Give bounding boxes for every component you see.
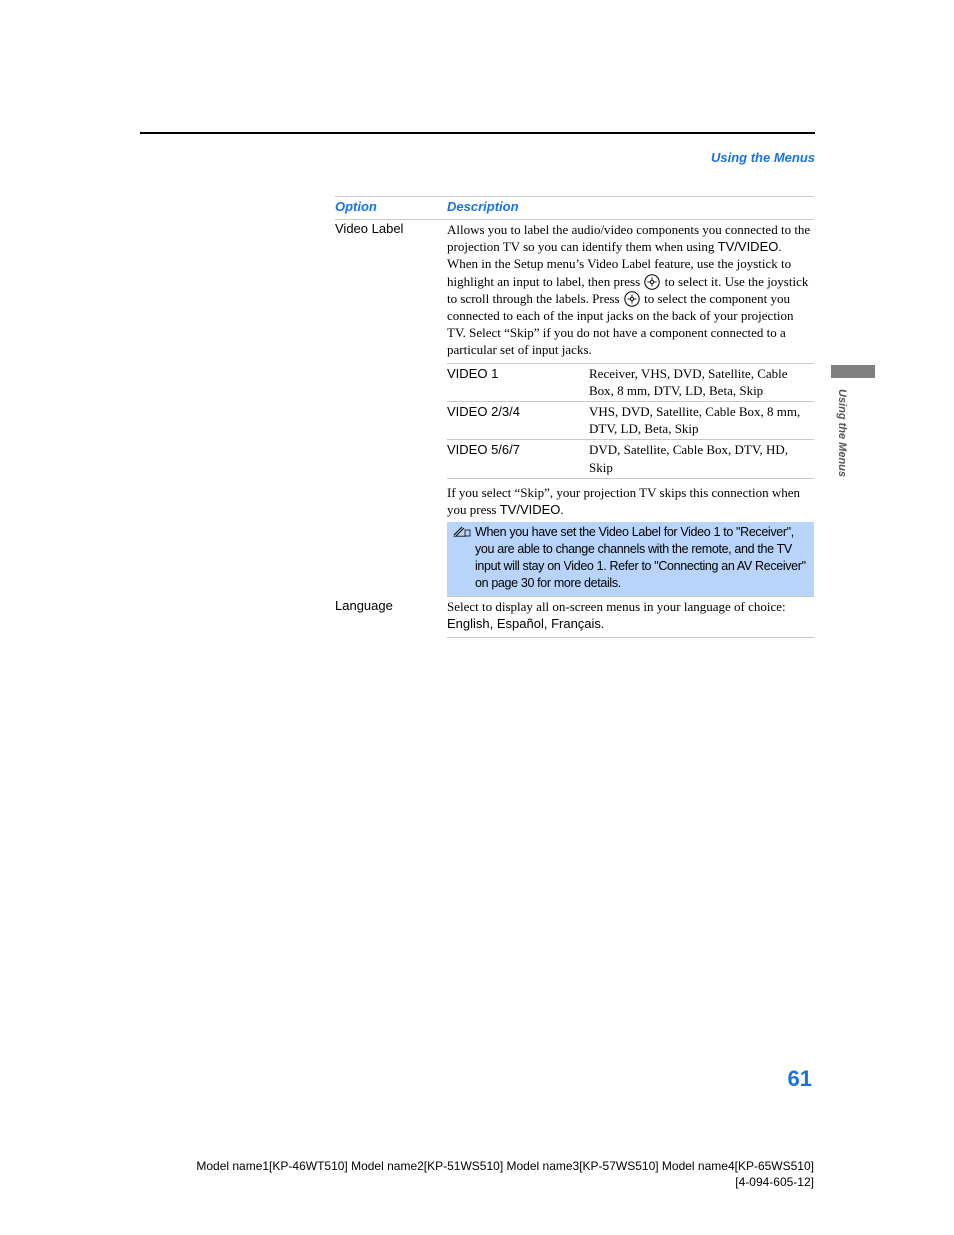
input-labels: DVD, Satellite, Cable Box, DTV, HD, Skip [589,442,789,475]
button-name: TV/VIDEO [499,502,561,518]
top-rule [140,132,815,134]
input-labels: Receiver, VHS, DVD, Satellite, Cable Box, 8 mm, DTV, LD, Beta, Skip [589,365,788,398]
option-name: Video Label [335,221,404,236]
sub-table-row [447,440,814,478]
input-name: VIDEO 2/3/4 [447,404,520,420]
description-text: Allows you to label the audio/video components you connected to the projection TV so you can identify them when using [447,222,811,255]
language-choices: English, Español, Français [447,616,601,632]
description-text: to select the component you connected to each of the input jacks on the back of your projection TV. Select “Skip” if you do not have a component connected to a particular set of input jacks. [447,290,794,358]
table-header [335,196,814,220]
side-tab-label: Using the Menus [836,389,848,478]
skip-explanation [447,479,814,522]
table-row-video-label [335,220,814,596]
input-name: VIDEO 5/6/7 [447,442,520,458]
option-description [447,596,814,637]
column-header-option: Option [335,199,377,214]
options-table [335,196,814,638]
description-text: . When in the Setup menu’s Video Label feature, use the joystick to highlight an input to label, then press [447,239,792,289]
option-description [447,220,814,596]
side-tab-marker [831,365,875,378]
input-name: VIDEO 1 [447,365,499,381]
description-text: . [560,502,564,518]
video-input-table [447,363,814,479]
note-text: When you have set the Video Label for Video 1 to "Receiver", you are able to change channels with the remote, and the TV input will stay on Video 1. Refer to "Connecting an AV Receiver" on page 30 for more details. [475,525,806,591]
column-header-description: Description [447,199,519,214]
footer-part-number: [4-094-605-12] [735,1175,814,1189]
button-name: TV/VIDEO [717,239,779,255]
description-text: . [600,616,605,632]
page-number: 61 [787,1066,812,1091]
footer [196,1158,814,1190]
table-row-language [335,596,814,637]
description-text: If you select “Skip”, your projection TV skips this connection when you press [447,484,800,518]
pencil-note-icon [452,525,472,537]
description-text: to select it. Use the joystick to scroll through the labels. Press [447,273,809,306]
description-text: Select to display all on-screen menus in your language of choice: [447,599,786,615]
joystick-press-icon [644,274,660,290]
section-header: Using the Menus [710,150,815,165]
joystick-press-icon [624,291,640,307]
option-name: Language [335,598,393,614]
sub-table-row [447,364,814,402]
input-labels: VHS, DVD, Satellite, Cable Box, 8 mm, DTV, LD, Beta, Skip [589,404,801,437]
footer-model-names: Model name1[KP-46WT510] Model name2[KP-51WS510] Model name3[KP-57WS510] Model name4[KP-65WS510] [196,1159,814,1173]
sub-table-row [447,402,814,440]
note-box [447,522,814,596]
